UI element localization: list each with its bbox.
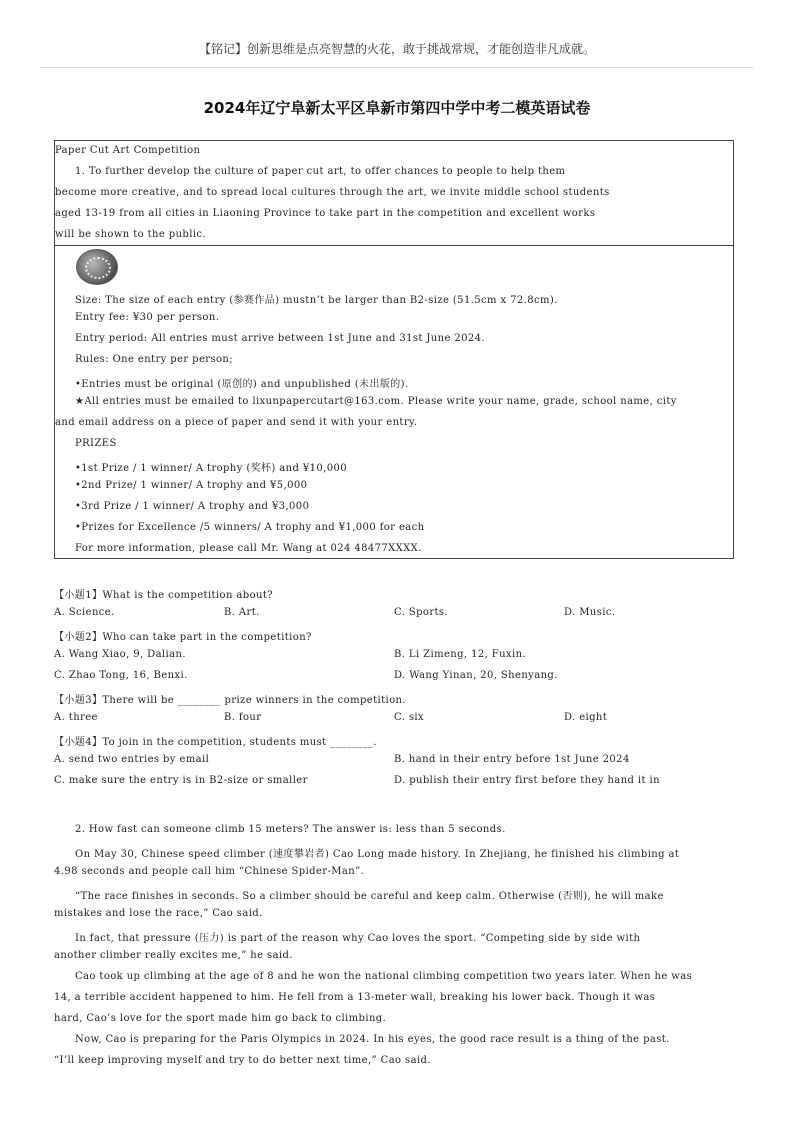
question-stem-4: 【小题4】To join in the competition, students must ________.: [54, 737, 377, 748]
passage2-line: On May 30, Chinese speed climber (速度攀岩者) Cao Long made history. In Zhejiang, he finished his climbing at: [75, 849, 680, 860]
option-c: C. six: [394, 712, 425, 723]
passage2-line: mistakes and lose the race,” Cao said.: [54, 908, 263, 919]
passage2-line: “I’ll keep improving myself and try to do better next time,” Cao said.: [54, 1055, 431, 1066]
option-c: C. Sports.: [394, 607, 449, 618]
passage2-line: another climber really excites me,” he said.: [54, 950, 293, 961]
detail-fee: Entry fee: ¥30 per person.: [75, 312, 220, 323]
header-motto: 【铭记】创新思维是点亮智慧的火花，敢于挑战常规，才能创造非凡成就。: [198, 42, 595, 56]
intro-line: aged 13-19 from all cities in Liaoning Province to take part in the competition and excellent works: [55, 208, 596, 219]
passage2-line: Cao took up climbing at the age of 8 and he won the national climbing competition two years later. When he was: [75, 971, 693, 982]
option-b: B. Art.: [224, 607, 260, 618]
option-d: D. publish their entry first before they hand it in: [394, 775, 660, 786]
question-stem-1: 【小题1】What is the competition about?: [54, 590, 274, 601]
passage2-line: 14, a terrible accident happened to him. He fell from a 13-meter wall, breaking his lower back. Though it was: [54, 992, 656, 1003]
option-a: A. send two entries by email: [54, 754, 210, 765]
exam-title: 2024年辽宁阜新太平区阜新市第四中学中考二模英语试卷: [203, 99, 591, 117]
detail-email: ★All entries must be emailed to lixunpapercutart@163.com. Please write your name, grade, school name, city: [75, 396, 677, 407]
intro-line: will be shown to the public.: [55, 229, 206, 240]
passage2-line: hard, Cao’s love for the sport made him go back to climbing.: [54, 1013, 387, 1024]
option-c: C. make sure the entry is in B2-size or smaller: [54, 775, 308, 786]
passage2-line: In fact, that pressure (压力) is part of the reason why Cao loves the sport. “Competing side by side with: [75, 933, 641, 944]
prize-item: •1st Prize / 1 winner/ A trophy (奖杯) and ¥10,000: [75, 463, 348, 474]
box-title: Paper Cut Art Competition: [55, 145, 201, 156]
prizes-heading: PRIZES: [75, 438, 117, 449]
detail-original: •Entries must be original (原创的) and unpublished (未出版的).: [75, 379, 409, 390]
passage2-line: Now, Cao is preparing for the Paris Olympics in 2024. In his eyes, the good race result is a thing of the past.: [75, 1034, 670, 1045]
prize-item: •Prizes for Excellence /5 winners/ A trophy and ¥1,000 for each: [75, 522, 425, 533]
paper-cut-image: [76, 249, 118, 285]
detail-email-cont: and email address on a piece of paper and send it with your entry.: [55, 417, 418, 428]
option-d: D. Music.: [564, 607, 616, 618]
detail-period: Entry period: All entries must arrive between 1st June and 31st June 2024.: [75, 333, 486, 344]
prize-item: •3rd Prize / 1 winner/ A trophy and ¥3,000: [75, 501, 310, 512]
option-a: A. Wang Xiao, 9, Dalian.: [54, 649, 186, 660]
intro-line: become more creative, and to spread local cultures through the art, we invite middle school students: [55, 187, 610, 198]
question-stem-2: 【小题2】Who can take part in the competition?: [54, 632, 312, 643]
question-stem-3: 【小题3】There will be ________ prize winners in the competition.: [54, 695, 406, 706]
detail-size: Size: The size of each entry (参赛作品) mustn’t be larger than B2-size (51.5cm x 72.8cm).: [75, 295, 558, 306]
option-a: A. Science.: [54, 607, 115, 618]
option-b: B. hand in their entry before 1st June 2024: [394, 754, 630, 765]
header-divider: [40, 67, 754, 68]
detail-rules: Rules: One entry per person;: [75, 354, 234, 365]
intro-line: 1. To further develop the culture of paper cut art, to offer chances to people to help them: [75, 166, 566, 177]
option-d: D. Wang Yinan, 20, Shenyang.: [394, 670, 558, 681]
option-d: D. eight: [564, 712, 608, 723]
passage2-line: 2. How fast can someone climb 15 meters? The answer is: less than 5 seconds.: [75, 824, 506, 835]
option-b: B. Li Zimeng, 12, Fuxin.: [394, 649, 526, 660]
passage2-line: 4.98 seconds and people call him “Chinese Spider-Man”.: [54, 866, 365, 877]
contact-info: For more information, please call Mr. Wang at 024 48477XXXX.: [75, 543, 422, 554]
prize-item: •2nd Prize/ 1 winner/ A trophy and ¥5,000: [75, 480, 308, 491]
option-b: B. four: [224, 712, 262, 723]
option-c: C. Zhao Tong, 16, Benxi.: [54, 670, 188, 681]
option-a: A. three: [54, 712, 98, 723]
passage2-line: “The race finishes in seconds. So a climber should be careful and keep calm. Otherwise (否则), he will make: [75, 891, 664, 902]
